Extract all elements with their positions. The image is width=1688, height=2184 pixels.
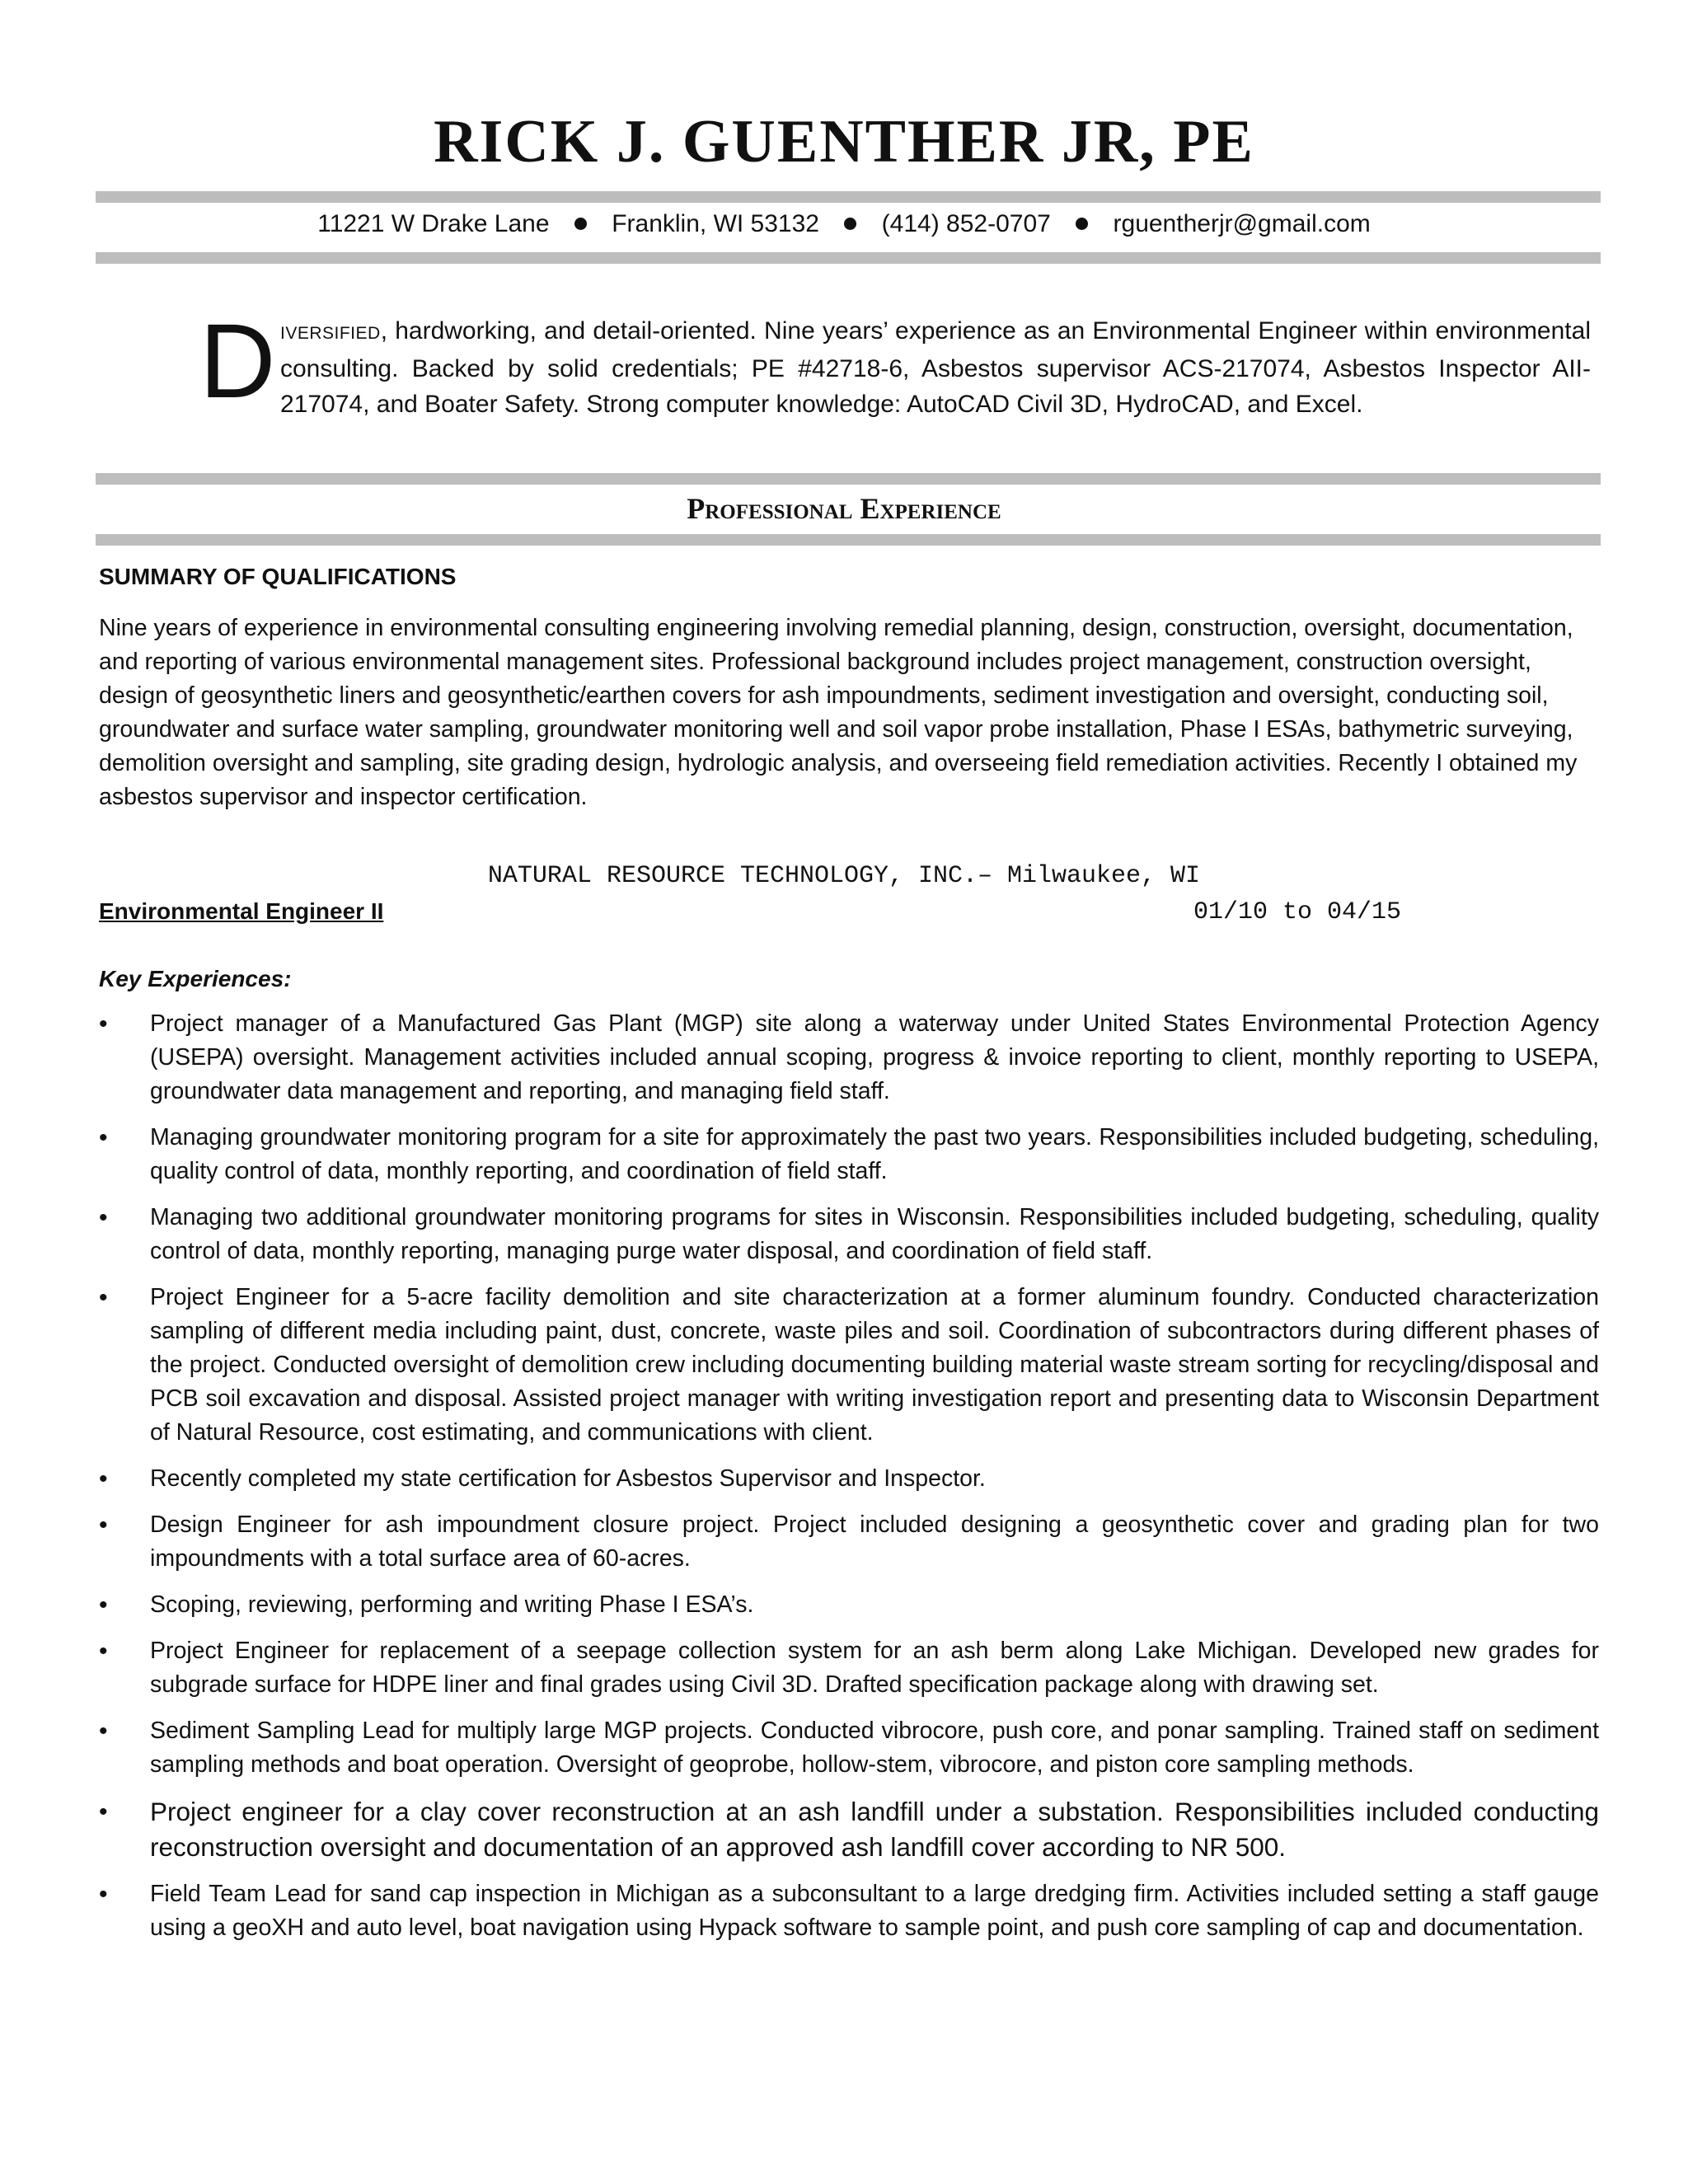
contact-email[interactable]: rguentherjr@gmail.com [1113, 210, 1371, 237]
bullet-icon: • [99, 1124, 108, 1151]
list-item-text: Managing groundwater monitoring program for a site for approximately the past two years. Responsibilities included budgeting, scheduling, quality control of data, monthly reporting, and coordination of field staff. [150, 1124, 1599, 1184]
list-item-text: Project engineer for a clay cover reconstruction at an ash landfill under a substation. Responsibilities included conducting reconstruction oversight and documentation of an approved ash landfill cover according to NR 500. [150, 1797, 1599, 1862]
intro-drop-cap: D [199, 302, 276, 420]
divider-section-bottom [96, 534, 1601, 546]
job-dates: 01/10 to 04/15 [1193, 898, 1402, 926]
contact-city: Franklin, WI 53132 [612, 210, 819, 237]
list-item [99, 1007, 1599, 1108]
employer-name: NATURAL RESOURCE TECHNOLOGY, INC.– Milwaukee, WI [487, 862, 1201, 890]
bullet-icon: • [99, 1204, 108, 1231]
job-title: Environmental Engineer II [99, 898, 384, 924]
contact-line [0, 210, 1688, 238]
section-title: Professional Experience [687, 492, 1001, 525]
list-item-text: Project manager of a Manufactured Gas Plant (MGP) site along a waterway under United States Environmental Protection Agency (USEPA) oversight. Management activities included annual scoping, progress & invoice reporting to client, monthly reporting to USEPA, groundwater data management and reporting, and managing field staff. [150, 1010, 1599, 1104]
bullet-icon: • [99, 1284, 108, 1311]
list-item-text: Managing two additional groundwater monitoring programs for sites in Wisconsin. Responsibilities included budgeting, scheduling, quality control of data, monthly reporting, managing purge water disposal, and coordination of field staff. [150, 1204, 1599, 1264]
summary-paragraph: Nine years of experience in environmental consulting engineering involving remedial planning, design, construction, oversight, documentation, and reporting of various environmental management sites. Professional background includes project management, construction oversight, design of geosynthetic liners and geosynthetic/earthen covers for ash impoundments, sediment investigation and oversight, conducting soil, groundwater and surface water sampling, groundwater monitoring well and soil vapor probe installation, Phase I ESAs, bathymetric surveying, demolition oversight and sampling, site grading design, hydrologic analysis, and overseeing field remediation activities. Recently I obtained my asbestos supervisor and inspector certification. [99, 615, 1578, 810]
bullet-icon: • [99, 1718, 108, 1745]
bullet-icon: • [99, 1638, 108, 1665]
list-item [99, 1634, 1599, 1702]
bullet-icon: • [99, 1798, 108, 1825]
list-item [99, 1281, 1599, 1450]
list-item [99, 1794, 1599, 1865]
separator-dot [844, 218, 856, 230]
list-item-text: Recently completed my state certification for Asbestos Supervisor and Inspector. [150, 1465, 986, 1492]
intro-paragraph [280, 313, 1591, 422]
bullet-icon: • [99, 1591, 108, 1619]
list-item-text: Field Team Lead for sand cap inspection in Michigan as a subconsultant to a large dredging firm. Activities included setting a staff gauge using a geoXH and auto level, boat navigation using Hypack software to sample point, and push core sampling of cap and documentation. [150, 1881, 1599, 1941]
bullet-icon: • [99, 1511, 108, 1539]
bullet-icon: • [99, 1881, 108, 1908]
key-experiences-heading: Key Experiences: [99, 966, 292, 991]
list-item [99, 1588, 1599, 1622]
bullet-icon: • [99, 1010, 108, 1038]
list-item [99, 1877, 1599, 1945]
candidate-name: RICK J. GUENTHER JR, PE [434, 108, 1254, 176]
contact-phone[interactable]: (414) 852-0707 [881, 210, 1051, 237]
list-item [99, 1121, 1599, 1188]
list-item-text: Project Engineer for replacement of a seepage collection system for an ash berm along Lake Michigan. Developed new grades for subgrade surface for HDPE liner and final grades using Civil 3D. Drafted specification package along with drawing set. [150, 1638, 1599, 1698]
list-item-text: Sediment Sampling Lead for multiply large MGP projects. Conducted vibrocore, push core, and ponar sampling. Trained staff on sediment sampling methods and boat operation. Oversight of geoprobe, hollow-stem, vibrocore, and piston core sampling methods. [150, 1718, 1599, 1778]
summary-heading: SUMMARY OF QUALIFICATIONS [99, 564, 457, 589]
separator-dot [1076, 218, 1088, 230]
list-item-text: Scoping, reviewing, performing and writing Phase I ESA’s. [150, 1591, 754, 1618]
list-item [99, 1201, 1599, 1268]
list-item [99, 1462, 1599, 1496]
divider-top [96, 191, 1601, 203]
intro-text: , hardworking, and detail-oriented. Nine years’ experience as an Environmental Engineer within environmental consulting. Backed by solid credentials; PE #42718-6, Asbestos supervisor ACS-217074, Asbestos Inspector AII-217074, and Boater Safety. Strong computer knowledge: AutoCAD Civil 3D, HydroCAD, and Excel. [280, 317, 1591, 418]
list-item-text: Project Engineer for a 5-acre facility demolition and site characterization at a former aluminum foundry. Conducted characterization sampling of different media including paint, dust, concrete, waste piles and soil. Coordination of subcontractors during different phases of the project. Conducted oversight of demolition crew including documenting building material waste stream sorting for recycling/disposal and PCB soil excavation and disposal. Assisted project manager with writing investigation report and presenting data to Wisconsin Department of Natural Resource, cost estimating, and communications with client. [150, 1284, 1599, 1446]
separator-dot [574, 218, 587, 230]
divider-contact [96, 252, 1601, 264]
list-item-text: Design Engineer for ash impoundment closure project. Project included designing a geosynthetic cover and grading plan for two impoundments with a total surface area of 60-acres. [150, 1511, 1599, 1572]
divider-section-top [96, 473, 1601, 485]
list-item [99, 1508, 1599, 1576]
experience-list [99, 1007, 1599, 1957]
contact-address: 11221 W Drake Lane [317, 210, 550, 237]
bullet-icon: • [99, 1465, 108, 1493]
list-item [99, 1714, 1599, 1782]
intro-lead: IVERSIFIED [280, 324, 381, 343]
